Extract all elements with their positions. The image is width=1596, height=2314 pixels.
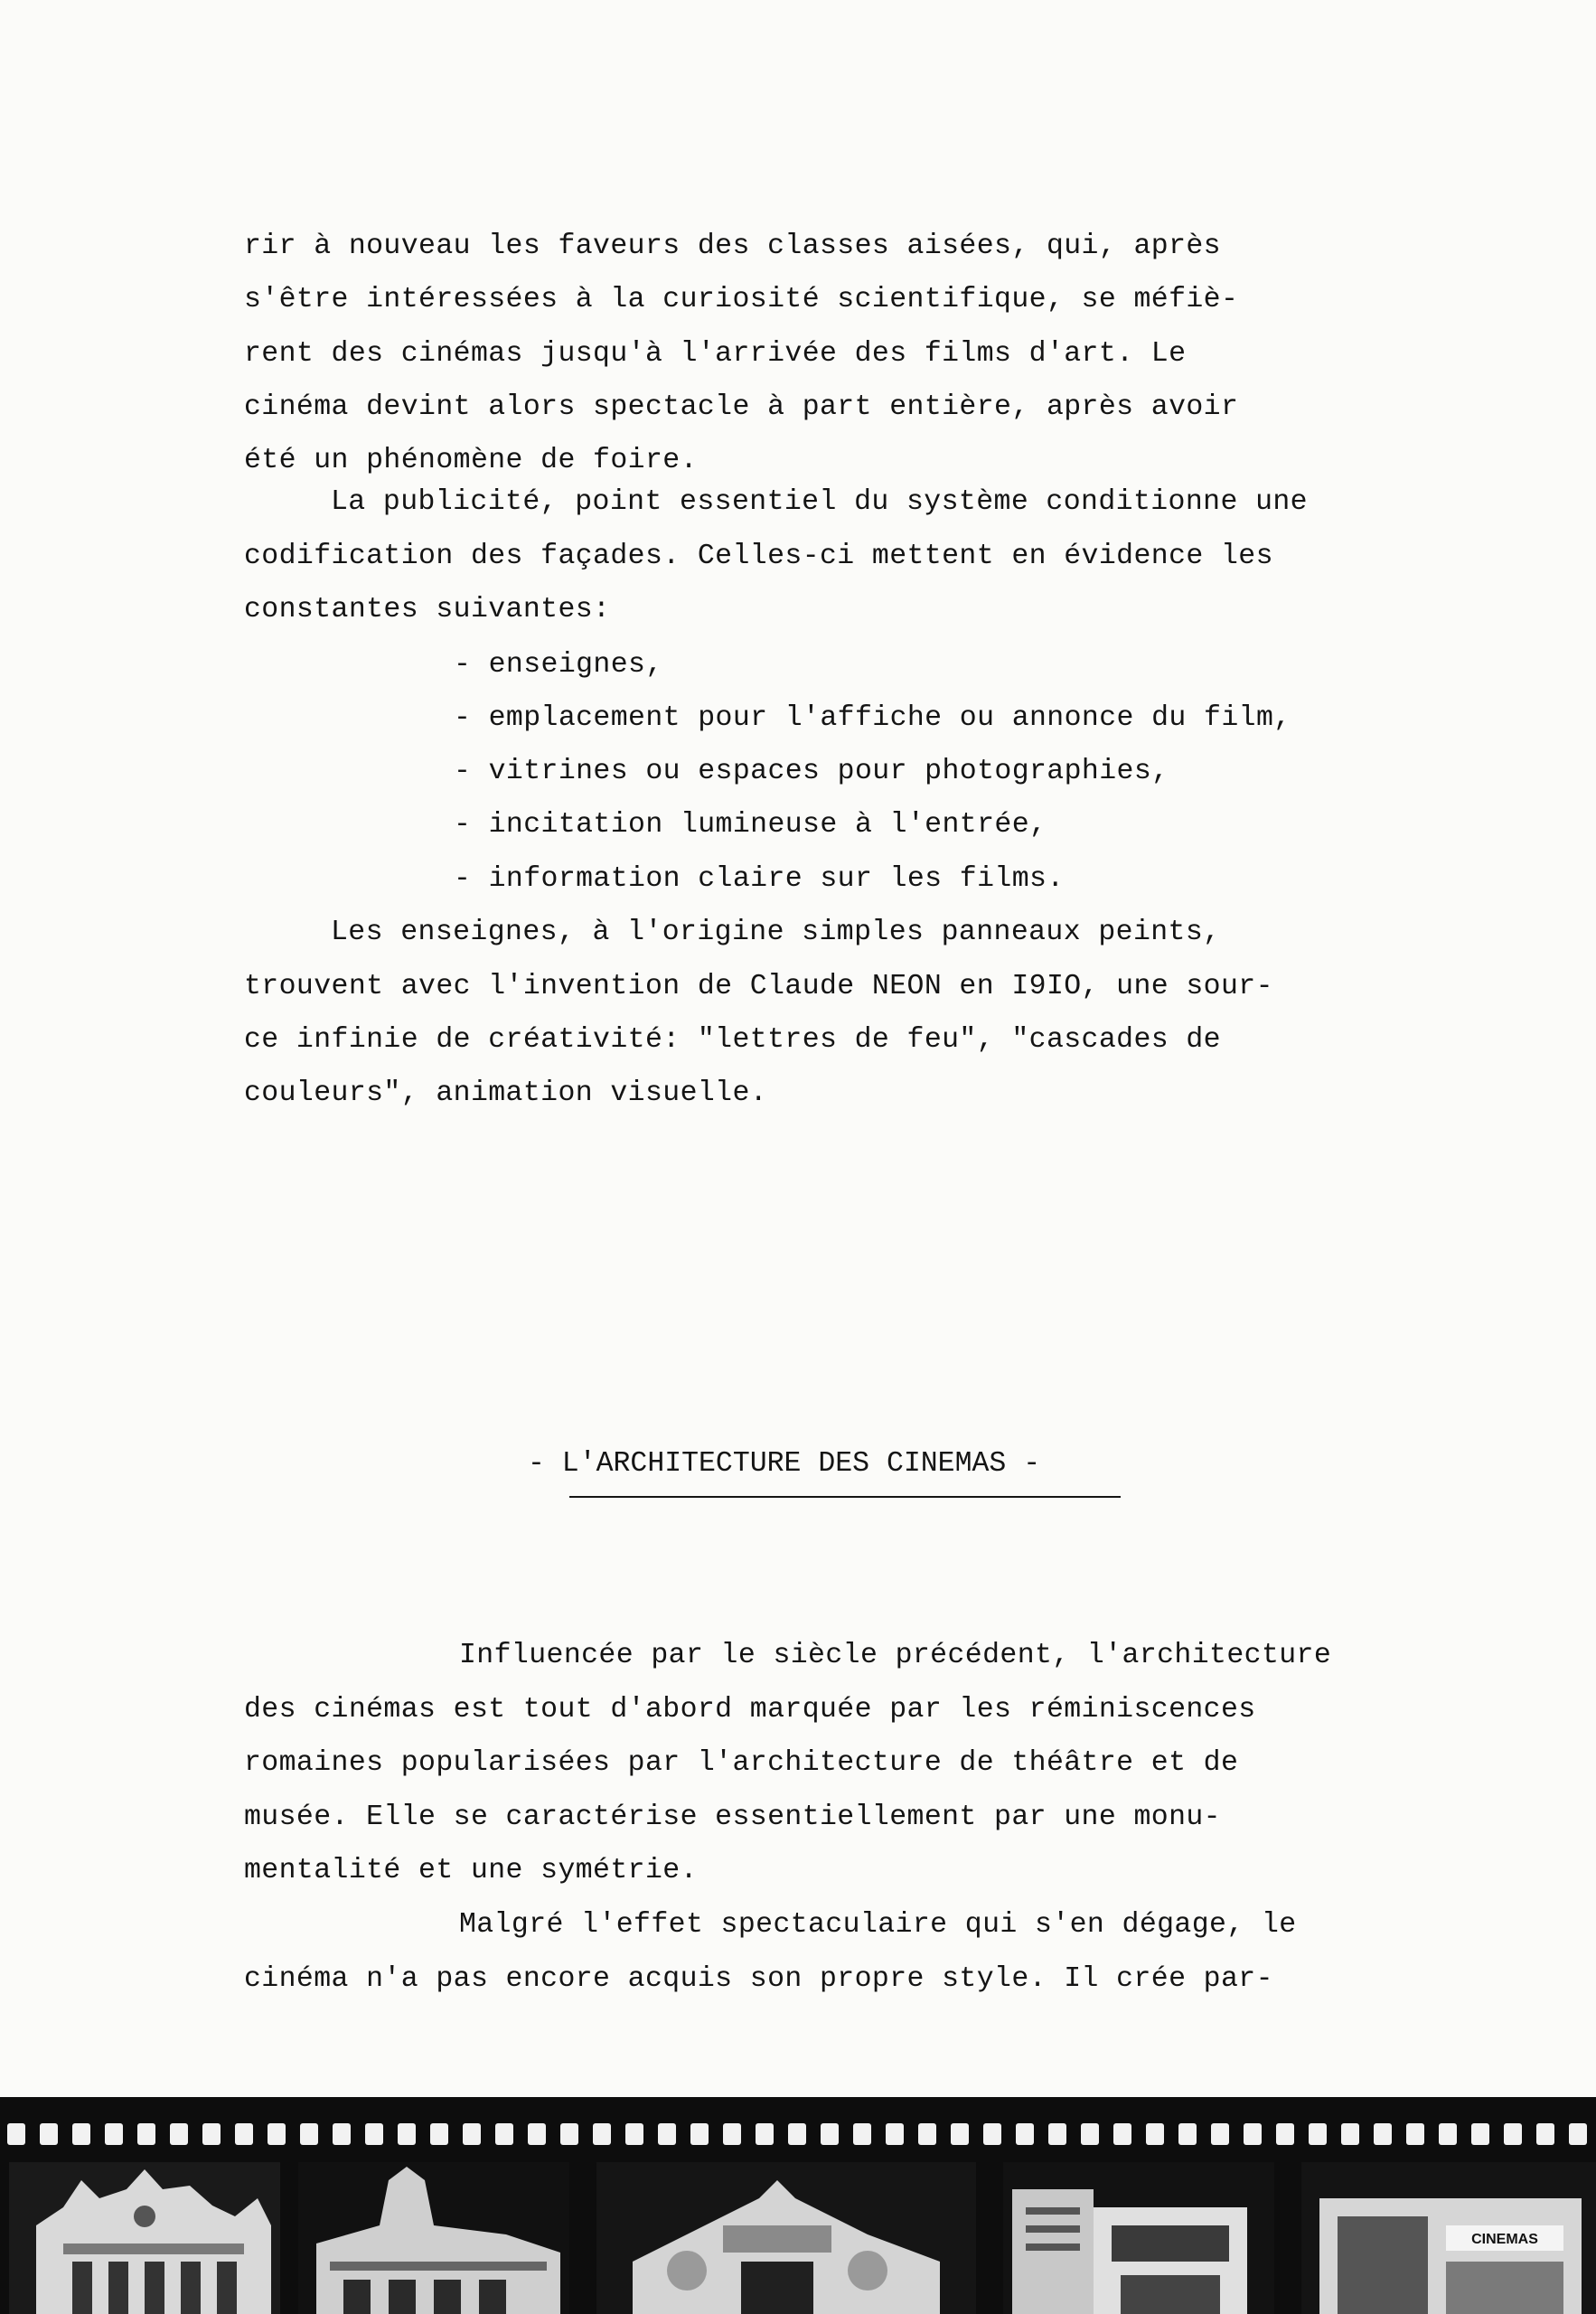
paragraph-start-line: Malgré l'effet spectaculaire qui s'en dégage, le <box>459 1909 1297 1941</box>
sprocket-hole <box>756 2123 774 2145</box>
sprocket-hole <box>300 2123 318 2145</box>
text-line: mentalité et une symétrie. <box>244 1855 698 1886</box>
heading-underline <box>569 1496 1121 1498</box>
text-line: trouvent avec l'invention de Claude NEON en I9IO, une sour- <box>244 971 1273 1002</box>
sprocket-hole <box>560 2123 578 2145</box>
sprocket-holes <box>0 2121 1596 2148</box>
text-line: rent des cinémas jusqu'à l'arrivée des films d'art. Le <box>244 338 1187 370</box>
text-line: cinéma n'a pas encore acquis son propre style. Il crée par- <box>244 1963 1273 1995</box>
section-heading: - L'ARCHITECTURE DES CINEMAS - <box>528 1448 1041 1480</box>
paragraph-start-line: Influencée par le siècle précédent, l'architecture <box>459 1640 1332 1671</box>
sprocket-hole <box>1471 2123 1489 2145</box>
sprocket-hole <box>40 2123 58 2145</box>
sprocket-hole <box>1504 2123 1522 2145</box>
sprocket-hole <box>853 2123 871 2145</box>
sprocket-hole <box>658 2123 676 2145</box>
sprocket-hole <box>593 2123 611 2145</box>
sprocket-hole <box>105 2123 123 2145</box>
sprocket-hole <box>1309 2123 1327 2145</box>
sprocket-hole <box>1536 2123 1554 2145</box>
list-item: - incitation lumineuse à l'entrée, <box>454 809 1047 841</box>
list-item: - emplacement pour l'affiche ou annonce du film, <box>454 702 1291 734</box>
text-line: ce infinie de créativité: "lettres de feu", "cascades de <box>244 1024 1221 1056</box>
text-line: des cinémas est tout d'abord marquée par les réminiscences <box>244 1694 1256 1726</box>
text-line: romaines popularisées par l'architecture de théâtre et de <box>244 1747 1239 1779</box>
sprocket-hole <box>1374 2123 1392 2145</box>
sprocket-hole <box>137 2123 155 2145</box>
sprocket-hole <box>72 2123 90 2145</box>
sprocket-hole <box>788 2123 806 2145</box>
text-line: codification des façades. Celles-ci mettent en évidence les <box>244 541 1273 572</box>
sprocket-hole <box>202 2123 221 2145</box>
sprocket-hole <box>886 2123 904 2145</box>
sprocket-hole <box>918 2123 936 2145</box>
list-item: - enseignes, <box>454 649 663 681</box>
sprocket-hole <box>1569 2123 1587 2145</box>
sprocket-hole <box>528 2123 546 2145</box>
sprocket-hole <box>235 2123 253 2145</box>
sprocket-hole <box>7 2123 25 2145</box>
text-line: cinéma devint alors spectacle à part entière, après avoir <box>244 391 1239 423</box>
frame-ornate-facade <box>9 2162 280 2314</box>
sprocket-hole <box>625 2123 643 2145</box>
text-line: s'être intéressées à la curiosité scientifique, se méfiè- <box>244 284 1239 315</box>
frame-central-cinema <box>596 2162 976 2314</box>
sprocket-hole <box>1406 2123 1424 2145</box>
frame-cinemas-sign <box>1301 2162 1596 2314</box>
cinemas-sign-text: CINEMAS <box>1471 2232 1538 2247</box>
film-strip-illustration <box>0 2097 1596 2314</box>
frame-tower <box>298 2162 569 2314</box>
sprocket-hole <box>333 2123 351 2145</box>
text-line: rir à nouveau les faveurs des classes aisées, qui, après <box>244 230 1221 262</box>
sprocket-hole <box>268 2123 286 2145</box>
sprocket-hole <box>495 2123 513 2145</box>
sprocket-hole <box>1113 2123 1131 2145</box>
sprocket-hole <box>951 2123 969 2145</box>
list-item: - information claire sur les films. <box>454 863 1065 895</box>
sprocket-hole <box>1341 2123 1359 2145</box>
text-line: constantes suivantes: <box>244 594 611 626</box>
sprocket-hole <box>1276 2123 1294 2145</box>
cinema-facades-frames <box>0 2162 1596 2314</box>
sprocket-hole <box>1439 2123 1457 2145</box>
sprocket-hole <box>430 2123 448 2145</box>
sprocket-hole <box>365 2123 383 2145</box>
paragraph-start-line: Les enseignes, à l'origine simples panneaux peints, <box>331 917 1221 948</box>
text-line: été un phénomène de foire. <box>244 445 698 476</box>
sprocket-hole <box>1016 2123 1034 2145</box>
sprocket-hole <box>821 2123 839 2145</box>
paragraph-start-line: La publicité, point essentiel du système conditionne une <box>331 486 1308 518</box>
sprocket-hole <box>170 2123 188 2145</box>
sprocket-hole <box>690 2123 709 2145</box>
sprocket-hole <box>463 2123 481 2145</box>
sprocket-hole <box>1211 2123 1229 2145</box>
sprocket-hole <box>398 2123 416 2145</box>
sprocket-hole <box>1244 2123 1262 2145</box>
text-line: musée. Elle se caractérise essentiellement par une monu- <box>244 1801 1221 1833</box>
sprocket-hole <box>1081 2123 1099 2145</box>
sprocket-hole <box>1178 2123 1197 2145</box>
sprocket-hole <box>1146 2123 1164 2145</box>
sprocket-hole <box>1048 2123 1066 2145</box>
list-item: - vitrines ou espaces pour photographies, <box>454 756 1169 787</box>
frame-modern-facade <box>1003 2162 1274 2314</box>
text-line: couleurs", animation visuelle. <box>244 1077 768 1109</box>
sprocket-hole <box>723 2123 741 2145</box>
sprocket-hole <box>983 2123 1001 2145</box>
